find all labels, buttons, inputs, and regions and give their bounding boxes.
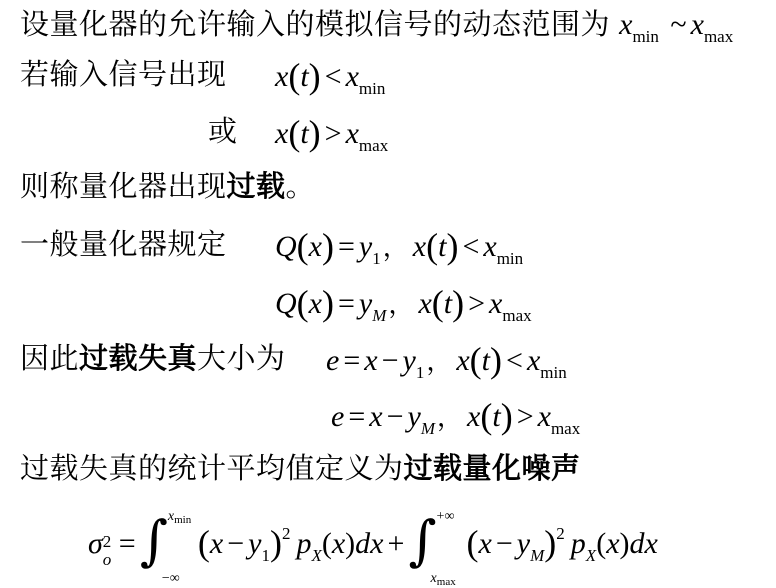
dynamic-range-text: 设量化器的允许输入的模拟信号的动态范围为 xyxy=(20,7,611,41)
line-overload-noise-def xyxy=(20,451,581,485)
line-condition-lower xyxy=(20,57,227,91)
range-math: $x_{min}$ ~ $x_{max}$ xyxy=(619,8,734,46)
line-or xyxy=(208,114,238,148)
math-x-less-min: $x(t) < x_{min}$ xyxy=(275,56,386,98)
math-error-lower: $e = x - y_1$， $x(t) < x_{min}$ xyxy=(326,340,567,382)
overload-noise-formula: σ 2 o =∫ $x_{min}$ −∞ $(x - y_1)^2$ $p_X(x)dx$ +∫ +∞ $x_{max}$ $(x - y_M)^2$ $p_X(x)dx$ xyxy=(88,509,658,588)
line-overload-distortion xyxy=(20,341,286,375)
distortion-post: 大小为 xyxy=(197,341,286,375)
or-label: 或 xyxy=(208,114,238,148)
rule-label: 一般量化器规定 xyxy=(20,227,227,261)
distortion-pre: 因此 xyxy=(20,341,80,375)
math-rule-upper: $Q(x) = y_M$， $x(t) > x_{max}$ xyxy=(275,283,532,325)
math-error-upper: $e = x - y_M$， $x(t) > x_{max}$ xyxy=(331,396,581,438)
line-dynamic-range xyxy=(20,7,734,46)
math-x-greater-max: $x(t) > x_{max}$ xyxy=(275,113,389,155)
overload-term: 过载 xyxy=(226,169,286,203)
condition-label: 若输入信号出现 xyxy=(20,57,227,91)
integral-1: ∫ xyxy=(139,509,168,572)
integral-1-limits: $x_{min}$ −∞ xyxy=(161,509,192,587)
line-overload xyxy=(20,169,316,203)
overload-pre: 则称量化器出现 xyxy=(20,169,227,203)
math-rule-lower: $Q(x) = y_1$， $x(t) < x_{min}$ xyxy=(275,226,524,268)
integral-2: ∫ xyxy=(408,509,437,572)
distortion-term: 过载失真 xyxy=(79,341,198,375)
overload-post: 。 xyxy=(285,169,316,203)
noise-def-pre: 过载失真的统计平均值定义为 xyxy=(20,451,404,485)
overload-noise-term: 过载量化噪声 xyxy=(403,451,581,485)
line-quantizer-rule xyxy=(20,227,227,261)
integral-2-limits: +∞ $x_{max}$ xyxy=(430,509,456,588)
